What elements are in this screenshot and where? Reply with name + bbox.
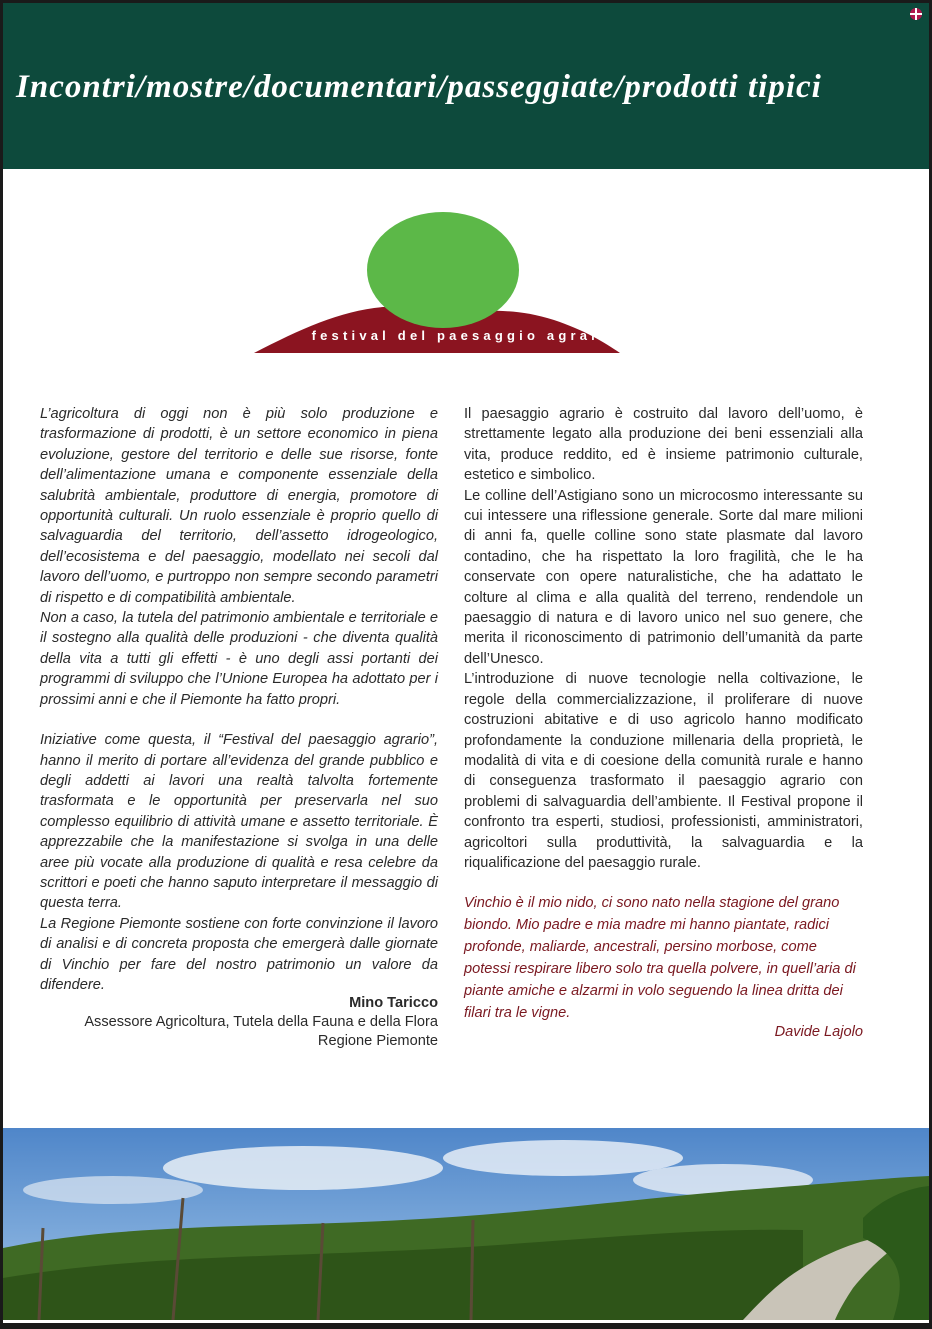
paragraph: Non a caso, la tutela del patrimonio ambientale e territoriale e il sostegno alla qualità delle produzioni - che diventa qualità della vita a tutti gli effetti - è uno degli assi portanti dei programmi di sviluppo che l’Unione Europea ha adottato per i prossimi anni e che il Piemonte ha fatto propri. (40, 610, 438, 708)
page-title: Incontri/mostre/documentari/passeggiate/prodotti tipici (16, 69, 822, 105)
paragraph: L’introduzione di nuove tecnologie nella coltivazione, le regole della commercializzazione, il proliferare di nuove costruzioni abitative e di uso agricolo hanno modificato profondamente la conduzione millenaria della proprietà, le modalità di vita e di coesione della comunità rurale e hanno di conseguenza trasformato il paesaggio agrario con problemi di salvaguardia dell’ambiente. Il Festival propone il confronto tra esperti, studiosi, professionisti, amministratori, agricoltori sulla produttività, la salvaguardia e la riqualificazione del paesaggio rurale. (464, 671, 863, 871)
paragraph: L’agricoltura di oggi non è più solo produzione e trasformazione di prodotti, è un settore economico in piena evoluzione, gestore del territorio e delle sue risorse, fonte dell’alimentazione umana e componente essenziale della salubrità ambientale, produttore di energia, promotore di opportunità culturali. Un ruolo essenziale è proprio quello di salvaguardia del territorio, dell’assetto idrogeologico, dell’ecosistema e del paesaggio, modellato nei secoli dal lavoro dell’uomo, e purtroppo non sempre secondo parametri di rispetto e di compatibilità ambientale. (40, 406, 438, 606)
left-column (40, 404, 438, 995)
signature-role: Assessore Agricoltura, Tutela della Fauna e della Flora (84, 1014, 438, 1030)
signature-block (40, 994, 438, 1051)
right-column (464, 404, 863, 873)
signature-org: Regione Piemonte (317, 1033, 438, 1049)
paragraph: Le colline dell’Astigiano sono un microcosmo interessante su cui intessere una riflessione generale. Sorte dal mare milioni di anni fa, quelle colline sono state plasmate dal lavoro contadino, che ha rispettato la loro fragilità, che le ha conservate con opere naturalistiche, che ha adattato le colture al clima e alla qualità del terreno, rendendole un paesaggio di natura e di lavoro unico nel suo genere, che merita il riconoscimento di patrimonio dell’umanità da parte dell’Unesco. (464, 487, 863, 667)
header-banner (3, 3, 929, 169)
signature-name: Mino Taricco (349, 995, 438, 1011)
vineyard-photo (3, 1128, 929, 1320)
logo-text: festival del paesaggio agrario (311, 328, 621, 343)
logo-sun (367, 212, 519, 328)
quote-author: Davide Lajolo (774, 1024, 863, 1040)
paragraph: Iniziative come questa, il “Festival del paesaggio agrario”, hanno il merito di portare all’evidenza del grande pubblico e degli addetti ai lavori una realtà talvolta fortemente trasformata e le opportunità per preservarla nel suo complesso equilibrio di attività umane e assetto territoriale. È apprezzabile che la manifestazione si svolga in una delle aree più vocate alla produzione di qualità e resa celebre da scrittori e poeti che hanno saputo interpretare il messaggio di questa terra. (40, 732, 438, 912)
paragraph: Il paesaggio agrario è costruito dal lavoro dell’uomo, è strettamente legato alla produzione dei beni essenziali alla vita, produce reddito, ed è insieme patrimonio culturale, estetico e simbolico. (464, 406, 863, 484)
paragraph: La Regione Piemonte sostiene con forte convinzione il lavoro di analisi e di concreta proposta che emergerà dalle giornate di Vinchio per fare del nostro patrimonio un valore da difendere. (40, 915, 438, 993)
quote-text: Vinchio è il mio nido, ci sono nato nella stagione del grano biondo. Mio padre e mia madre mi hanno piantate, radici profonde, maliarde, ancestrali, persino morbose, come potessi respirare libero solo tra quella polvere, in quell’aria di piante amiche e alzarmi in volo seguendo la linea dritta dei filari tra le vigne. (464, 895, 856, 1021)
registration-mark-icon (910, 8, 922, 20)
